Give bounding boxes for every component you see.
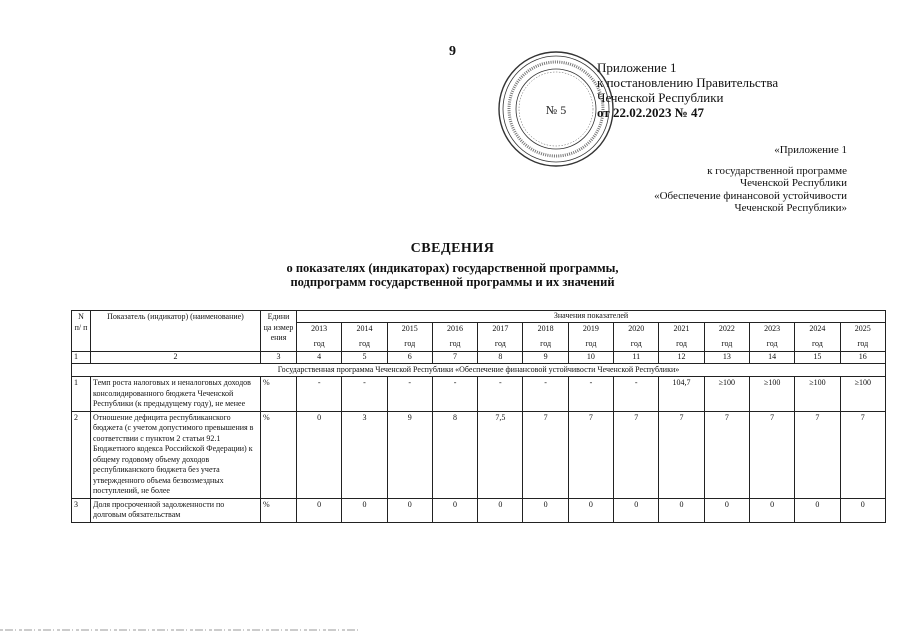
year-value: 2017	[492, 323, 509, 333]
indicator-value: 0	[659, 498, 704, 522]
indicator-value: -	[432, 377, 477, 412]
indicator-value: ≥100	[704, 377, 749, 412]
indicator-value: 7	[840, 411, 885, 498]
year-value: 2020	[628, 323, 645, 333]
column-numbers-row	[72, 351, 886, 363]
row-number: 2	[72, 411, 91, 498]
indicator-value: 7	[704, 411, 749, 498]
column-number: 6	[387, 351, 432, 363]
indicator-name: Доля просроченной задолженности по долговым обязательствам	[91, 498, 261, 522]
indicator-value: 0	[840, 498, 885, 522]
header-year-2023	[749, 322, 794, 351]
indicator-value: ≥100	[840, 377, 885, 412]
document-subtitle: подпрограмм государственной программы и их значений	[290, 274, 615, 289]
year-word: год	[857, 339, 869, 348]
year-word: год	[313, 339, 325, 348]
appendix-program	[654, 144, 847, 215]
column-number: 2	[91, 351, 261, 363]
header-year-2025	[840, 322, 885, 351]
indicator-value: 0	[704, 498, 749, 522]
appendix-line: Чеченской Республики	[739, 177, 847, 189]
appendix-line: Приложение 1	[597, 60, 677, 75]
year-word: год	[404, 339, 416, 348]
indicator-value: -	[297, 377, 342, 412]
document-subtitle: о показателях (индикаторах) государственной программы,	[286, 261, 619, 275]
table-row	[72, 377, 886, 412]
header-year-2016	[432, 322, 477, 351]
indicators-table	[71, 310, 886, 523]
indicator-value: -	[478, 377, 523, 412]
indicator-value: 7	[614, 411, 659, 498]
indicator-name: Темп роста налоговых и неналоговых доходов консолидированного бюджета Чеченской Республики (к предыдущему году), не менее	[91, 377, 261, 412]
column-number: 11	[614, 351, 659, 363]
year-value: 2016	[447, 323, 464, 333]
year-word: год	[811, 339, 823, 348]
appendix-line: Чеченской Республики	[597, 90, 724, 105]
year-value: 2022	[718, 323, 735, 333]
year-value: 2014	[356, 323, 373, 333]
indicator-value: 7	[568, 411, 613, 498]
indicator-value: -	[342, 377, 387, 412]
column-number: 3	[261, 351, 297, 363]
indicator-value: -	[387, 377, 432, 412]
indicator-value: 0	[795, 498, 840, 522]
scan-artifact	[0, 628, 360, 632]
year-value: 2023	[764, 323, 781, 333]
year-word: год	[585, 339, 597, 348]
indicator-value: 0	[297, 411, 342, 498]
year-value: 2013	[311, 323, 328, 333]
year-word: год	[494, 339, 506, 348]
appendix-date-line: от 22.02.2023 № 47	[597, 105, 705, 120]
indicator-value: 0	[432, 498, 477, 522]
indicator-value: 7	[523, 411, 568, 498]
indicator-value: 0	[568, 498, 613, 522]
indicator-value: ≥100	[795, 377, 840, 412]
year-word: год	[449, 339, 461, 348]
year-word: год	[721, 339, 733, 348]
year-word: год	[358, 339, 370, 348]
header-year-2015	[387, 322, 432, 351]
indicator-name: Отношение дефицита республиканского бюджета (с учетом допустимого превышения в соответствии с пунктом 2 статьи 92.1 Бюджетного кодекса Российской Федерации) к общему годовому объему доходов республиканского бюджета без учета утвержденного объема безвозмездных поступлений, не более	[91, 411, 261, 498]
year-value: 2021	[673, 323, 690, 333]
column-number: 9	[523, 351, 568, 363]
indicator-value: 0	[342, 498, 387, 522]
indicator-value: ≥100	[749, 377, 794, 412]
column-number: 14	[749, 351, 794, 363]
indicator-value: -	[523, 377, 568, 412]
appendix-line: Чеченской Республики»	[734, 202, 847, 214]
indicator-unit: %	[261, 498, 297, 522]
program-row	[72, 363, 886, 377]
indicator-value: 0	[614, 498, 659, 522]
header-year-2021	[659, 322, 704, 351]
column-number: 8	[478, 351, 523, 363]
stamp-number: № 5	[545, 103, 567, 117]
header-year-2018	[523, 322, 568, 351]
appendix-line: «Обеспечение финансовой устойчивости	[654, 189, 847, 202]
column-number: 15	[795, 351, 840, 363]
year-word: год	[766, 339, 778, 348]
program-name: Государственная программа Чеченской Республики «Обеспечение финансовой устойчивости Чеченской Республики»	[72, 363, 886, 377]
header-num: N п/ п	[72, 311, 91, 352]
indicator-value: 0	[297, 498, 342, 522]
year-word: год	[676, 339, 687, 348]
header-year-2014	[342, 322, 387, 351]
indicator-value: 7,5	[478, 411, 523, 498]
header-values-group: Значения показателей	[297, 311, 886, 323]
indicator-value: 0	[478, 498, 523, 522]
header-year-2017	[478, 322, 523, 351]
year-word: год	[540, 339, 552, 348]
header-unit: Едини ца измер ения	[261, 311, 297, 352]
table-header-row	[72, 311, 886, 323]
page-number: 9	[449, 44, 456, 59]
column-number: 5	[342, 351, 387, 363]
indicator-value: 9	[387, 411, 432, 498]
indicator-value: 104,7	[659, 377, 704, 412]
column-number: 1	[72, 351, 91, 363]
column-number: 16	[840, 351, 885, 363]
header-year-2019	[568, 322, 613, 351]
year-value: 2019	[582, 323, 599, 333]
indicator-value: 7	[795, 411, 840, 498]
appendix-resolution	[597, 60, 778, 120]
appendix-line: «Приложение 1	[774, 144, 847, 156]
header-year-2020	[614, 322, 659, 351]
year-word: год	[630, 339, 642, 348]
indicator-value: -	[614, 377, 659, 412]
column-number: 7	[432, 351, 477, 363]
year-value: 2024	[809, 323, 826, 333]
indicator-value: 3	[342, 411, 387, 498]
header-year-2013	[297, 322, 342, 351]
indicator-value: 8	[432, 411, 477, 498]
column-number: 4	[297, 351, 342, 363]
header-year-2022	[704, 322, 749, 351]
indicator-value: 0	[523, 498, 568, 522]
indicator-value: 0	[749, 498, 794, 522]
header-indicator: Показатель (индикатор) (наименование)	[91, 311, 261, 352]
document-title: СВЕДЕНИЯ	[410, 241, 495, 256]
year-value: 2025	[854, 323, 871, 333]
column-number: 12	[659, 351, 704, 363]
year-value: 2018	[537, 323, 554, 333]
header-year-2024	[795, 322, 840, 351]
year-value: 2015	[401, 323, 418, 333]
indicator-value: -	[568, 377, 613, 412]
row-number: 3	[72, 498, 91, 522]
indicator-unit: %	[261, 411, 297, 498]
indicator-unit: %	[261, 377, 297, 412]
column-number: 10	[568, 351, 613, 363]
indicator-value: 7	[749, 411, 794, 498]
appendix-line: к постановлению Правительства	[597, 75, 779, 90]
document-heading	[0, 241, 905, 289]
indicator-value: 0	[387, 498, 432, 522]
column-number: 13	[704, 351, 749, 363]
indicator-value: 7	[659, 411, 704, 498]
appendix-line: к государственной программе	[707, 164, 847, 177]
table-row	[72, 411, 886, 498]
row-number: 1	[72, 377, 91, 412]
table-row	[72, 498, 886, 522]
